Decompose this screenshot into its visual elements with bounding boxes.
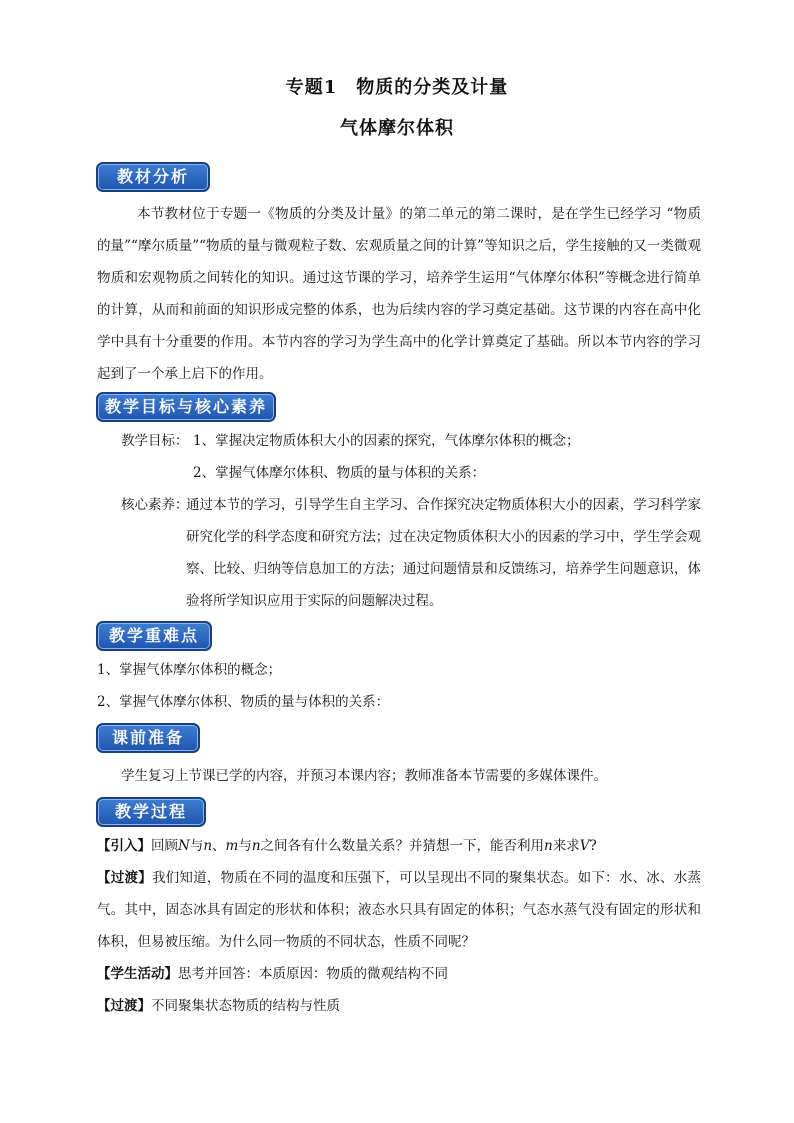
intro-text: 来求 <box>552 838 580 854</box>
goal-item-2: 2、掌握气体摩尔体积、物质的量与体积的关系： <box>193 465 486 481</box>
transition-line-2 <box>97 990 340 1022</box>
intro-text: ? <box>589 838 597 854</box>
document-title: 专题1 物质的分类及计量 <box>285 77 509 98</box>
goal-label: 教学目标： <box>121 433 189 449</box>
section-badge-analysis: 教材分析 <box>96 162 210 192</box>
transition-text: 不同聚集状态物质的结构与性质 <box>151 998 340 1014</box>
core-text: 通过本节的学习，引导学生自主学习、合作探究决定物质体积大小的因素，学习科学家研究化学的科学态度和研究方法；过在决定物质体积大小的因素的学习中，学生学会观察、比较、归纳等信息加工的方法；通过问题情景和反馈练习，培养学生问题意识，体验将所学知识应用于实际的问题解决过程。 <box>186 497 701 609</box>
section-badge-goals: 教学目标与核心素养 <box>96 392 276 422</box>
intro-text: 与 <box>189 838 204 854</box>
analysis-paragraph: 本节教材位于专题一《物质的分类及计量》的第二单元的第二课时，是在学生已经学习 “物质的量”“摩尔质量”“物质的量与微观粒子数、宏观质量之间的计算”等知识之后，学生接触的又一类微观物质和宏观物质之间转化的知识。通过这节课的学习，培养学生运用“气体摩尔体积”等概念进行简单的计算，从而和前面的知识形成完整的体系，也为后续内容的学习奠定基础。这节课的内容在高中化学中具有十分重要的作用。本节内容的学习为学生高中的化学计算奠定了基础。所以本节内容的学习起到了一个承上启下的作用。 <box>97 206 701 382</box>
activity-text: 思考并回答：本质原因：物质的微观结构不同 <box>178 966 448 982</box>
symbol-m: m <box>225 838 239 854</box>
intro-text: 与 <box>238 838 252 854</box>
symbol-n: n <box>544 838 553 854</box>
intro-tag: 【引入】 <box>97 838 151 854</box>
section-badge-process: 教学过程 <box>96 797 206 827</box>
transition-paragraph-1 <box>97 862 701 958</box>
section-badge-preparation: 课前准备 <box>96 723 200 753</box>
symbol-N: N <box>178 838 190 854</box>
preparation-text: 学生复习上节课已学的内容，并预习本课内容；教师准备本节需要的多媒体课件。 <box>121 768 607 784</box>
transition-tag: 【过渡】 <box>97 998 151 1014</box>
intro-text: 、 <box>212 838 226 854</box>
transition-text: 我们知道，物质在不同的温度和压强下，可以呈现出不同的聚集状态。如下：水、冰、水蒸气。其中，固态冰具有固定的形状和体积；液态水只具有固定的体积；气态水蒸气没有固定的形状和体积，但易被压缩。为什么同一物质的不同状态，性质不同呢？ <box>97 870 702 950</box>
document-subtitle: 气体摩尔体积 <box>340 118 454 139</box>
key-point-item: 1、掌握气体摩尔体积的概念； <box>97 662 282 678</box>
intro-line <box>97 830 597 862</box>
section-badge-key-points: 教学重难点 <box>96 621 212 651</box>
activity-tag: 【学生活动】 <box>97 966 178 982</box>
intro-text: 之间各有什么数量关系？并猜想一下，能否利用 <box>260 838 545 854</box>
symbol-n: n <box>251 838 261 854</box>
key-point-item: 2、掌握气体摩尔体积、物质的量与体积的关系： <box>97 694 390 710</box>
symbol-V: V <box>579 838 590 854</box>
symbol-n: n <box>203 838 213 854</box>
goal-item-1: 1、掌握决定物质体积大小的因素的探究，气体摩尔体积的概念； <box>193 433 580 449</box>
intro-text: 回顾 <box>151 838 178 854</box>
core-label: 核心素养： <box>121 497 189 513</box>
student-activity-line <box>97 958 448 990</box>
transition-tag: 【过渡】 <box>97 870 152 886</box>
